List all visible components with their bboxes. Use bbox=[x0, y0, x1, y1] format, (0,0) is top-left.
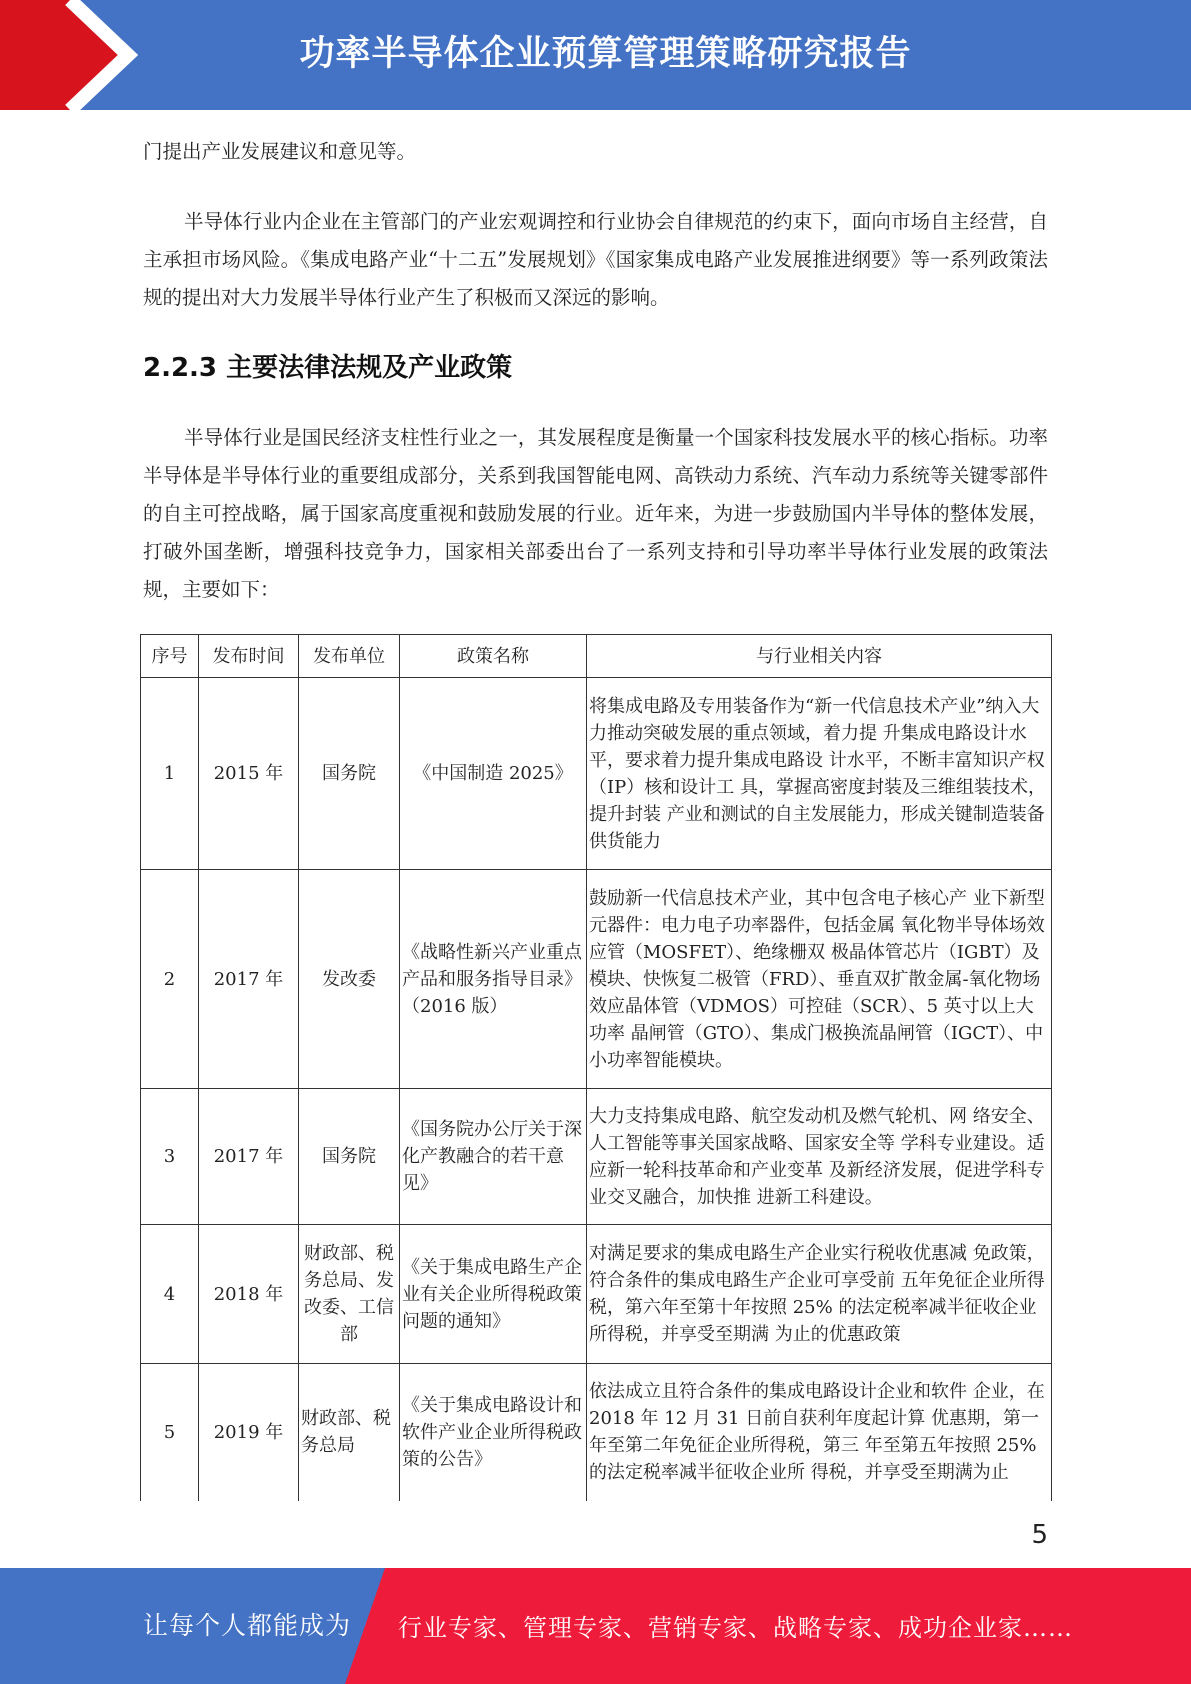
cell-date: 2018 年 bbox=[199, 1225, 299, 1364]
policy-table bbox=[140, 634, 1052, 1501]
cell-issuer: 国务院 bbox=[299, 678, 400, 870]
header-date: 发布时间 bbox=[199, 635, 299, 678]
cell-no: 3 bbox=[141, 1089, 199, 1225]
cell-content: 大力支持集成电路、航空发动机及燃气轮机、网 络安全、人工智能等事关国家战略、国家安全等 学科专业建设。适应新一轮科技革命和产业变革 及新经济发展，促进学科专业交叉融合，加快推 进新工科建设。 bbox=[587, 1089, 1052, 1225]
cell-content: 鼓励新一代信息技术产业，其中包含电子核心产 业下新型元器件：电力电子功率器件，包括金属 氧化物半导体场效应管（MOSFET）、绝缘栅双 极晶体管芯片（IGBT）及模块、快恢复二极管（FRD）、垂直双扩散金属-氧化物场效应晶体管（VDMOS）可控硅（SCR）、5 英寸以上大功率 晶闸管（GTO）、集成门极换流晶闸管（IGCT）、中小功率智能模块。 bbox=[587, 870, 1052, 1089]
page-number: 5 bbox=[1031, 1520, 1048, 1550]
cell-policy: 《关于集成电路生产企业有关企业所得税政策问题的通知》 bbox=[400, 1225, 587, 1364]
cell-no: 4 bbox=[141, 1225, 199, 1364]
cell-date: 2017 年 bbox=[199, 870, 299, 1089]
header-no: 序号 bbox=[141, 635, 199, 678]
header-issuer: 发布单位 bbox=[299, 635, 400, 678]
cell-issuer: 财政部、税务总局、发改委、工信部 bbox=[299, 1225, 400, 1364]
cell-content: 依法成立且符合条件的集成电路设计企业和软件 企业，在 2018 年 12 月 31 日前自获利年度起计算 优惠期，第一年至第二年免征企业所得税，第三 年至第五年按照 25%的法定税率减半征收企业所 得税，并享受至期满为止 bbox=[587, 1364, 1052, 1501]
footer-banner bbox=[0, 1568, 1191, 1684]
header-policy: 政策名称 bbox=[400, 635, 587, 678]
cell-date: 2015 年 bbox=[199, 678, 299, 870]
cell-no: 2 bbox=[141, 870, 199, 1089]
table-row bbox=[141, 1364, 1052, 1501]
cell-issuer: 发改委 bbox=[299, 870, 400, 1089]
table-row bbox=[141, 1225, 1052, 1364]
cell-policy: 《国务院办公厅关于深化产教融合的若干意见》 bbox=[400, 1089, 587, 1225]
table-header-row bbox=[141, 635, 1052, 678]
paragraph-1: 门提出产业发展建议和意见等。 bbox=[143, 140, 417, 163]
header-content: 与行业相关内容 bbox=[587, 635, 1052, 678]
cell-content: 将集成电路及专用装备作为“新一代信息技术产业”纳入大力推动突破发展的重点领域，着力提 升集成电路设计水平，要求着力提升集成电路设 计水平，不断丰富知识产权（IP）核和设计工 具，掌握高密度封装及三维组装技术，提升封装 产业和测试的自主发展能力，形成关键制造装备 供货能力 bbox=[587, 678, 1052, 870]
report-title: 功率半导体企业预算管理策略研究报告 bbox=[299, 34, 912, 74]
table-row bbox=[141, 678, 1052, 870]
cell-no: 5 bbox=[141, 1364, 199, 1501]
cell-issuer: 财政部、税务总局 bbox=[299, 1364, 400, 1501]
footer-slogan-right: 行业专家、管理专家、营销专家、战略专家、成功企业家…… bbox=[398, 1614, 1073, 1642]
footer-slogan-left: 让每个人都能成为 bbox=[143, 1611, 352, 1640]
table-row bbox=[141, 1089, 1052, 1225]
cell-issuer: 国务院 bbox=[299, 1089, 400, 1225]
cell-content: 对满足要求的集成电路生产企业实行税收优惠减 免政策，符合条件的集成电路生产企业可享受前 五年免征企业所得税，第六年至第十年按照 25% 的法定税率减半征收企业所得税，并享受至期满 为止的优惠政策 bbox=[587, 1225, 1052, 1364]
cell-date: 2017 年 bbox=[199, 1089, 299, 1225]
cell-policy: 《关于集成电路设计和软件产业企业所得税政策的公告》 bbox=[400, 1364, 587, 1501]
paragraph-3: 半导体行业是国民经济支柱性行业之一，其发展程度是衡量一个国家科技发展水平的核心指标。功率半导体是半导体行业的重要组成部分，关系到我国智能电网、高铁动力系统、汽车动力系统等关键零部件的自主可控战略，属于国家高度重视和鼓励发展的行业。近年来，为进一步鼓励国内半导体的整体发展，打破外国垄断，增强科技竞争力，国家相关部委出台了一系列支持和引导功率半导体行业发展的政策法规，主要如下： bbox=[143, 426, 1048, 601]
header-banner bbox=[0, 0, 1191, 110]
cell-policy: 《战略性新兴产业重点产品和服务指导目录》（2016 版） bbox=[400, 870, 587, 1089]
cell-policy: 《中国制造 2025》 bbox=[400, 678, 587, 870]
cell-no: 1 bbox=[141, 678, 199, 870]
paragraph-2: 半导体行业内企业在主管部门的产业宏观调控和行业协会自律规范的约束下，面向市场自主经营，自主承担市场风险。《集成电路产业“十二五”发展规划》《国家集成电路产业发展推进纲要》等一系列政策法规的提出对大力发展半导体行业产生了积极而又深远的影响。 bbox=[143, 210, 1048, 309]
table-row bbox=[141, 870, 1052, 1089]
section-heading: 2.2.3 主要法律法规及产业政策 bbox=[143, 353, 513, 383]
cell-date: 2019 年 bbox=[199, 1364, 299, 1501]
